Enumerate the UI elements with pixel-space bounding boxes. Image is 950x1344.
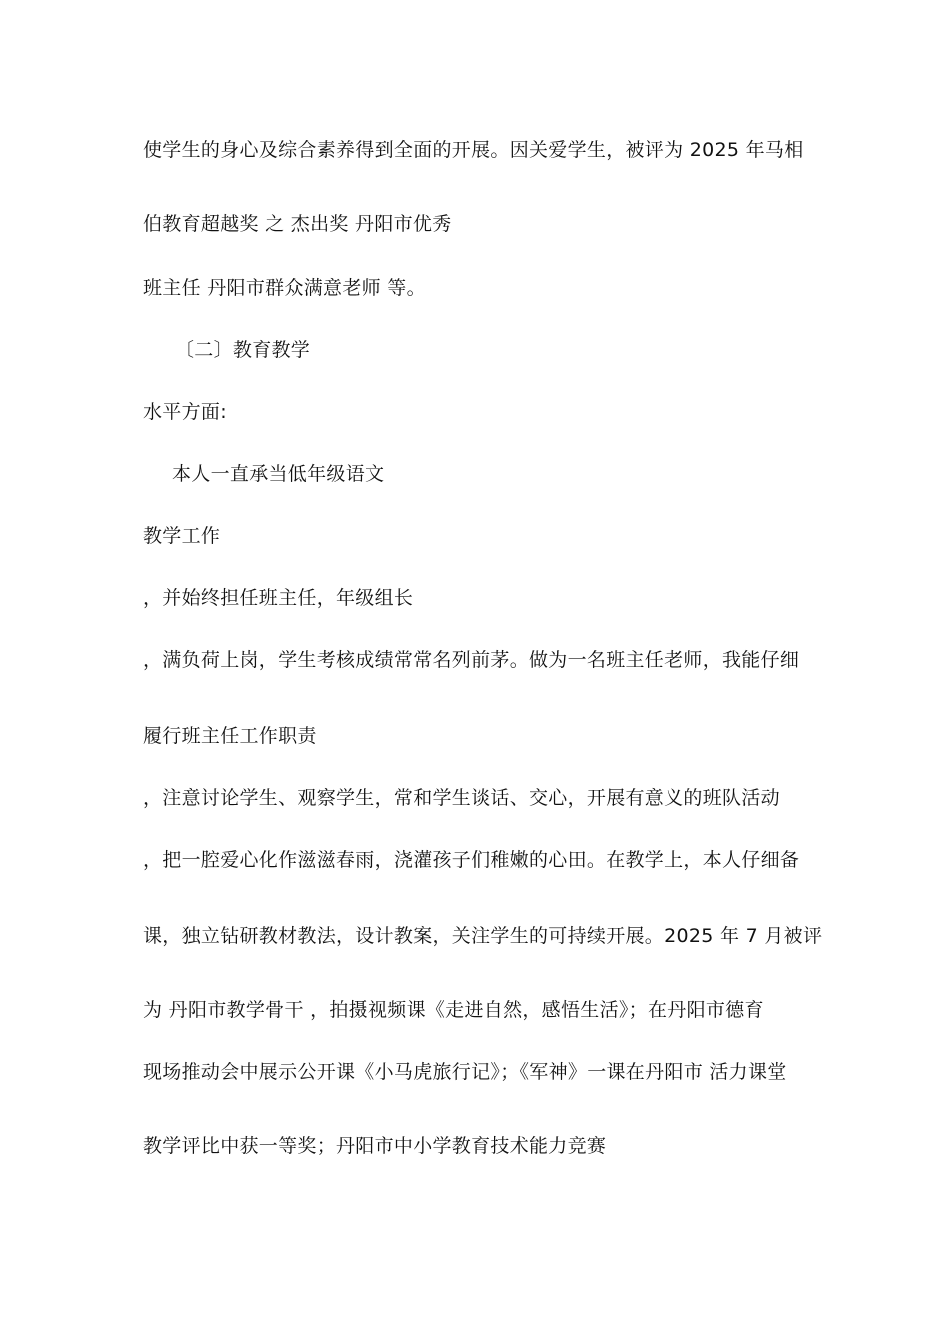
text-line: 教学评比中获一等奖；丹阳市中小学教育技术能力竞赛 [143,1135,607,1157]
text-line: ，把一腔爱心化作滋滋春雨，浇灌孩子们稚嫩的心田。在教学上，本人仔细备 [143,849,800,871]
text-line: 课，独立钻研教材教法，设计教案，关注学生的可持续开展。2025 年 7 月被评 [143,925,823,947]
text-line: ，注意讨论学生、观察学生，常和学生谈话、交心，开展有意义的班队活动 [143,787,780,809]
text-line: 履行班主任工作职责 [143,725,317,747]
text-line: 本人一直承当低年级语文 [172,463,385,485]
text-line: 为 丹阳市教学骨干 ，拍摄视频课《走进自然，感悟生活》；在丹阳市德育 [143,999,764,1021]
section-heading: 〔二〕教育教学 [175,339,311,361]
text-line: 使学生的身心及综合素养得到全面的开展。因关爱学生，被评为 2025 年马相 [143,139,804,161]
text-line: 班主任 丹阳市群众满意老师 等。 [143,277,426,299]
text-line: 水平方面: [143,401,227,423]
text-line: ，并始终担任班主任，年级组长 [143,587,414,609]
text-line: 现场推动会中展示公开课《小马虎旅行记》；《军神》一课在丹阳市 活力课堂 [143,1061,787,1083]
text-line: 教学工作 [143,525,221,547]
text-line: 伯教育超越奖 之 杰出奖 丹阳市优秀 [143,213,452,235]
text-line: ，满负荷上岗，学生考核成绩常常名列前茅。做为一名班主任老师，我能仔细 [143,649,800,671]
